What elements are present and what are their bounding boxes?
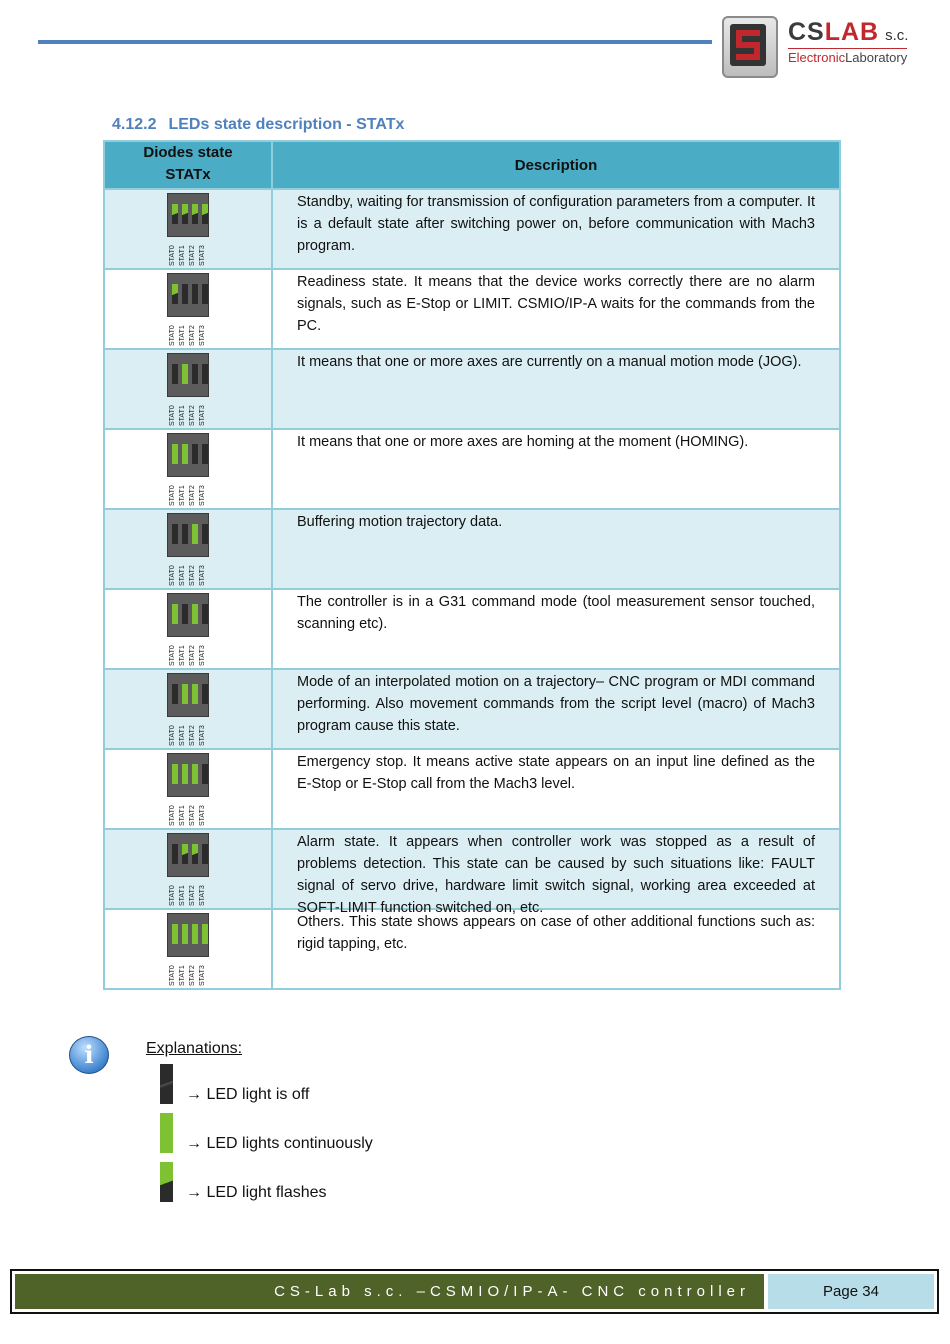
led-label: STAT1 [179, 565, 186, 586]
led-on-icon [182, 364, 188, 384]
led-label: STAT3 [199, 485, 206, 506]
table-row [104, 669, 840, 749]
legend-text: → LED light is off [186, 1086, 310, 1103]
led-label: STAT0 [169, 325, 176, 346]
led-panel-icon [167, 353, 209, 397]
led-state-cell [104, 669, 272, 749]
led-on-icon [160, 1113, 173, 1153]
led-state-cell [104, 589, 272, 669]
led-label: STAT1 [179, 485, 186, 506]
state-description: Mode of an interpolated motion on a trajectory– CNC program or MDI command performing. Also movement commands from the script level (macro) of Mach3 program cause this state. [297, 674, 815, 734]
led-label: STAT0 [169, 405, 176, 426]
led-label: STAT1 [179, 725, 186, 746]
table-row [104, 509, 840, 589]
led-off-icon [182, 524, 188, 544]
state-description: Standby, waiting for transmission of configuration parameters from a computer. It is a default state after switching power on, before communication with Mach3 program. [297, 194, 815, 254]
led-label: STAT1 [179, 805, 186, 826]
state-description: Others. This state shows appears on case of other additional functions such as: rigid tapping, etc. [297, 914, 815, 952]
footer-page-number: Page 34 [768, 1274, 934, 1309]
state-description: Emergency stop. It means active state appears on an input line defined as the E-Stop or E-Stop call from the Mach3 level. [297, 754, 815, 792]
logo-wordmark: CSLAB s.c. [788, 18, 909, 46]
column-header-description: Description [272, 141, 840, 189]
led-off-icon [202, 284, 208, 304]
led-on-icon [192, 684, 198, 704]
led-panel-icon [167, 913, 209, 957]
led-panel-icon [167, 673, 209, 717]
column-header-diodes: Diodes state STATx [104, 141, 272, 189]
state-description: It means that one or more axes are currently on a manual motion mode (JOG). [297, 354, 802, 370]
led-on-icon [172, 924, 178, 944]
led-label: STAT1 [179, 885, 186, 906]
legend-text: → LED lights continuously [186, 1135, 373, 1152]
table-row [104, 589, 840, 669]
led-off-icon [202, 844, 208, 864]
led-label: STAT2 [189, 245, 196, 266]
table-row [104, 429, 840, 509]
led-on-icon [172, 444, 178, 464]
logo-emblem-icon [722, 16, 778, 78]
led-label: STAT0 [169, 725, 176, 746]
led-state-cell [104, 349, 272, 429]
led-flash-icon [202, 204, 208, 224]
led-on-icon [182, 684, 188, 704]
led-label: STAT2 [189, 965, 196, 986]
led-off-icon [192, 444, 198, 464]
led-on-icon [192, 604, 198, 624]
led-off-icon [192, 364, 198, 384]
led-on-icon [192, 924, 198, 944]
led-label: STAT0 [169, 485, 176, 506]
led-label: STAT0 [169, 885, 176, 906]
led-label: STAT3 [199, 245, 206, 266]
section-heading: LEDs state description - STATx [168, 116, 405, 133]
led-off-icon [202, 604, 208, 624]
led-off-icon [172, 844, 178, 864]
table-row [104, 349, 840, 429]
table-row [104, 749, 840, 829]
led-state-cell [104, 429, 272, 509]
led-state-cell [104, 189, 272, 269]
led-off-icon [172, 364, 178, 384]
state-description: The controller is in a G31 command mode (tool measurement sensor touched, scanning etc). [297, 594, 815, 632]
led-flash-icon [192, 844, 198, 864]
led-off-icon [202, 364, 208, 384]
led-panel-icon [167, 273, 209, 317]
table-row [104, 909, 840, 989]
state-description: Alarm state. It appears when controller work was stopped as a result of problems detection. This state can be caused by such situations like: FAULT signal of servo drive, hardware limit switch signal, working area exceeded at SOFT-LIMIT function switched on, etc. [297, 834, 815, 916]
section-number: 4.12.2 [112, 116, 157, 133]
table-row [104, 829, 840, 909]
led-label: STAT1 [179, 325, 186, 346]
led-panel-icon [167, 193, 209, 237]
led-off-icon [192, 284, 198, 304]
led-label: STAT2 [189, 885, 196, 906]
led-label: STAT0 [169, 565, 176, 586]
led-on-icon [182, 764, 188, 784]
led-panel-icon [167, 593, 209, 637]
led-label: STAT2 [189, 565, 196, 586]
section-title [112, 116, 404, 134]
led-label: STAT3 [199, 405, 206, 426]
led-off-icon [172, 684, 178, 704]
led-label: STAT3 [199, 805, 206, 826]
led-label: STAT2 [189, 485, 196, 506]
led-flash-icon [182, 204, 188, 224]
led-label: STAT2 [189, 325, 196, 346]
led-on-icon [172, 764, 178, 784]
led-on-icon [172, 604, 178, 624]
led-flash-icon [172, 284, 178, 304]
state-description: Buffering motion trajectory data. [297, 514, 503, 530]
led-off-icon [182, 604, 188, 624]
description-cell [272, 509, 840, 589]
led-label: STAT0 [169, 805, 176, 826]
description-cell [272, 349, 840, 429]
led-off-icon [182, 284, 188, 304]
description-cell [272, 749, 840, 829]
led-label: STAT1 [179, 245, 186, 266]
led-state-cell [104, 909, 272, 989]
info-icon: i [69, 1036, 109, 1074]
led-label: STAT1 [179, 965, 186, 986]
led-flash-icon [172, 204, 178, 224]
led-label: STAT2 [189, 805, 196, 826]
page-footer [10, 1269, 939, 1314]
led-flash-icon [192, 204, 198, 224]
led-label: STAT1 [179, 645, 186, 666]
legend-text: → LED light flashes [186, 1184, 327, 1201]
led-label: STAT3 [199, 325, 206, 346]
state-description: It means that one or more axes are homing at the moment (HOMING). [297, 434, 749, 450]
led-off-icon [160, 1064, 173, 1104]
led-off-icon [202, 684, 208, 704]
explanations-title: Explanations: [146, 1040, 243, 1057]
led-label: STAT3 [199, 965, 206, 986]
led-on-icon [182, 924, 188, 944]
led-off-icon [202, 524, 208, 544]
led-off-icon [172, 524, 178, 544]
led-on-icon [192, 764, 198, 784]
led-on-icon [182, 444, 188, 464]
led-label: STAT2 [189, 405, 196, 426]
header-rule [38, 40, 712, 44]
led-flash-icon [182, 844, 188, 864]
led-panel-icon [167, 433, 209, 477]
description-cell [272, 589, 840, 669]
led-label: STAT0 [169, 245, 176, 266]
description-cell [272, 669, 840, 749]
led-state-table [103, 140, 841, 990]
description-cell [272, 269, 840, 349]
led-on-icon [192, 524, 198, 544]
cslab-logo [718, 12, 933, 92]
footer-document-title: CS-Lab s.c. –CSMIO/IP-A- CNC controller [15, 1274, 764, 1309]
description-cell [272, 829, 840, 916]
led-label: STAT3 [199, 645, 206, 666]
led-label: STAT3 [199, 885, 206, 906]
description-cell [272, 189, 840, 269]
description-cell [272, 429, 840, 509]
table-row [104, 269, 840, 349]
led-panel-icon [167, 753, 209, 797]
led-state-cell [104, 749, 272, 829]
led-state-cell [104, 509, 272, 589]
led-off-icon [202, 444, 208, 464]
led-label: STAT0 [169, 645, 176, 666]
led-label: STAT2 [189, 725, 196, 746]
led-panel-icon [167, 833, 209, 877]
led-label: STAT0 [169, 965, 176, 986]
led-state-cell [104, 829, 272, 909]
led-label: STAT3 [199, 725, 206, 746]
led-label: STAT1 [179, 405, 186, 426]
led-on-icon [202, 924, 208, 944]
led-label: STAT3 [199, 565, 206, 586]
led-flash-icon [160, 1162, 173, 1202]
logo-tagline: ElectronicLaboratory [788, 50, 908, 65]
led-panel-icon [167, 513, 209, 557]
table-row [104, 189, 840, 269]
description-cell [272, 909, 840, 989]
led-state-cell [104, 269, 272, 349]
led-label: STAT2 [189, 645, 196, 666]
state-description: Readiness state. It means that the device works correctly there are no alarm signals, such as E-Stop or LIMIT. CSMIO/IP-A waits for the commands from the PC. [297, 274, 815, 334]
led-off-icon [202, 764, 208, 784]
